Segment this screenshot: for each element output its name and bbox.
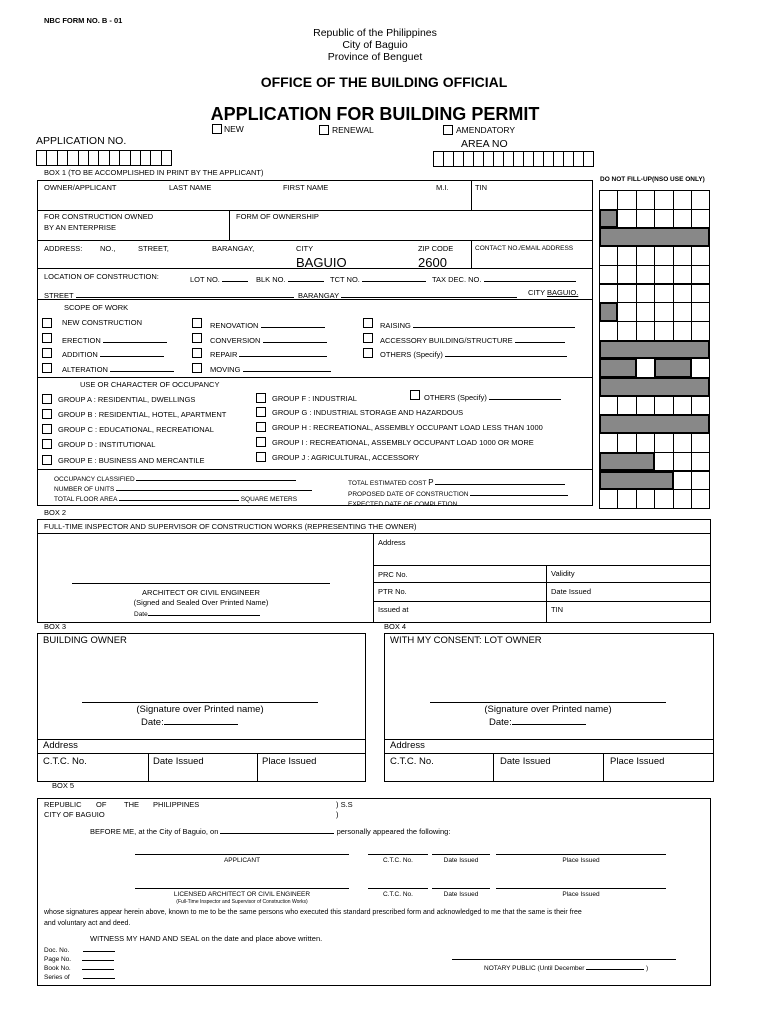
square-meters-label: SQUARE METERS	[240, 496, 298, 503]
blk-no-label: BLK NO.	[256, 275, 286, 284]
nso-grid-cell	[654, 302, 673, 322]
nso-grid-cell	[691, 190, 710, 210]
witness-label: WITNESS MY HAND AND SEAL on the date and place above written.	[90, 934, 323, 943]
licensed-date-line[interactable]	[432, 888, 490, 889]
moving-label: MOVING	[210, 365, 241, 374]
group-b-label: GROUP B : RESIDENTIAL, HOTEL, APARTMENT	[58, 410, 227, 419]
box5-label: BOX 5	[52, 781, 75, 790]
barangay-label: BARANGAY	[298, 291, 339, 300]
nso-grid-cell	[599, 433, 618, 453]
nso-grid-cell	[599, 489, 618, 509]
addition-checkbox[interactable]	[42, 348, 52, 358]
province-label: Province of Benguet	[327, 51, 423, 63]
nso-grid-cell	[617, 265, 636, 285]
box5-republic: REPUBLIC	[44, 800, 82, 809]
lot-owner-ctc-label: C.T.C. No.	[390, 756, 434, 767]
accessory-checkbox[interactable]	[363, 333, 373, 343]
nso-grid-cell	[691, 265, 710, 285]
box2-label: BOX 2	[44, 508, 67, 517]
republic-label: Republic of the Philippines	[313, 27, 437, 39]
licensed-place-line[interactable]	[496, 888, 666, 889]
box2-address-label: Address	[378, 538, 406, 547]
box2-date-field[interactable]	[134, 608, 260, 618]
addition-field[interactable]	[62, 347, 164, 359]
nso-grid-cell	[617, 246, 636, 266]
owner-label: OWNER/APPLICANT	[44, 183, 117, 192]
street-label: STREET	[44, 291, 74, 300]
renovation-field[interactable]	[210, 318, 325, 330]
amendatory-checkbox[interactable]	[443, 125, 453, 135]
nso-grid-cell	[617, 190, 636, 210]
nso-grid-cell	[599, 396, 618, 416]
nso-grid-cell	[636, 302, 655, 322]
others-scope-label: OTHERS (Specify)	[380, 350, 443, 359]
expected-date-field[interactable]	[348, 498, 569, 508]
alteration-label: ALTERATION	[62, 365, 108, 374]
first-name-label: FIRST NAME	[283, 183, 329, 192]
nso-grid-cell	[654, 396, 673, 416]
series-of-label: Series of	[44, 974, 70, 981]
group-j-label: GROUP J : AGRICULTURAL, ACCESSORY	[272, 453, 420, 462]
notary-field[interactable]	[484, 962, 648, 972]
before-me-label: BEFORE ME, at the City of Baguio, on	[90, 827, 219, 836]
location-label: LOCATION OF CONSTRUCTION:	[44, 272, 159, 281]
addition-label: ADDITION	[62, 350, 98, 359]
enterprise-label-2: BY AN ENTERPRISE	[44, 223, 116, 232]
nso-grid-cell	[673, 190, 692, 210]
acknowledgement-line-1: whose signatures appear herein above, known to me to be the same persons who executed this standard prescribed form and acknowledged to me that the same is their free	[44, 909, 582, 916]
box5-ss: ) S.S	[336, 800, 353, 809]
last-name-label: LAST NAME	[169, 183, 212, 192]
nso-grid-cell	[654, 284, 673, 304]
office-title: OFFICE OF THE BUILDING OFFICIAL	[260, 74, 508, 90]
nso-grid-cell	[673, 246, 692, 266]
scope-of-work-heading: SCOPE OF WORK	[64, 303, 129, 312]
licensed-label: LICENSED ARCHITECT OR CIVIL ENGINEER	[173, 891, 311, 898]
erection-label: ERECTION	[62, 336, 101, 345]
box2-heading: FULL-TIME INSPECTOR AND SUPERVISOR OF CONSTRUCTION WORKS (REPRESENTING THE OWNER)	[44, 522, 417, 531]
city2-label: CITY	[528, 288, 545, 297]
nso-grid-cell	[636, 246, 655, 266]
nso-grid-cell	[636, 321, 655, 341]
box4-label: BOX 4	[384, 622, 407, 631]
owner-date-field[interactable]	[141, 715, 238, 728]
nso-grid-cell	[654, 452, 673, 472]
mi-label: M.I.	[436, 183, 449, 192]
box5-the: THE	[124, 800, 139, 809]
box2-tin-label: TIN	[551, 605, 564, 614]
conversion-label: CONVERSION	[210, 336, 261, 345]
city-value[interactable]: BAGUIO	[296, 255, 347, 270]
group-a-label: GROUP A : RESIDENTIAL, DWELLINGS	[58, 395, 196, 404]
box2-date-label: Date	[134, 611, 148, 618]
applicant-line[interactable]	[135, 854, 349, 855]
renewal-label: RENEWAL	[332, 125, 374, 135]
page-title: APPLICATION FOR BUILDING PERMIT	[210, 104, 540, 124]
erection-checkbox[interactable]	[42, 333, 52, 343]
erection-field[interactable]	[62, 333, 167, 345]
owner-ctc-label: C.T.C. No.	[43, 756, 87, 767]
group-j-checkbox[interactable]	[256, 452, 266, 462]
expected-date-label: EXPECTED DATE OF COMPLETION	[348, 501, 458, 508]
tax-dec-label: TAX DEC. NO.	[432, 275, 482, 284]
nso-shaded-block	[600, 210, 617, 228]
conversion-checkbox[interactable]	[192, 333, 202, 343]
box5-city: CITY OF BAGUIO	[44, 810, 105, 819]
repair-label: REPAIR	[210, 350, 238, 359]
zip-value[interactable]: 2600	[418, 255, 447, 270]
licensed-ctc-line[interactable]	[368, 888, 428, 889]
doc-no-label: Doc. No.	[44, 947, 70, 954]
lot-owner-date-field[interactable]	[489, 715, 586, 728]
raising-field[interactable]	[380, 318, 575, 330]
nso-grid-cell	[599, 321, 618, 341]
city2-value: BAGUIO.	[547, 288, 579, 297]
owner-date-label: Date:	[141, 717, 164, 728]
applicant-label: APPLICANT	[223, 857, 261, 864]
nso-grid-cell	[617, 209, 636, 229]
nso-grid-cell	[673, 284, 692, 304]
owner-signature-line[interactable]	[82, 702, 318, 703]
nso-grid-cell	[673, 321, 692, 341]
series-of-field[interactable]	[44, 971, 115, 981]
address-street-label: STREET,	[138, 244, 169, 253]
nso-grid-cell	[617, 433, 636, 453]
proposed-date-field[interactable]	[348, 488, 568, 498]
group-i-checkbox[interactable]	[256, 437, 266, 447]
zip-code-label: ZIP CODE	[418, 244, 454, 253]
box5-of: OF	[96, 800, 107, 809]
nso-shaded-block	[600, 341, 709, 359]
lot-owner-signature-line[interactable]	[430, 702, 666, 703]
nso-grid-cell	[617, 489, 636, 509]
lot-owner-date-issued-label: Date Issued	[500, 756, 551, 767]
before-me-field[interactable]	[90, 824, 450, 836]
nso-grid-cell	[599, 190, 618, 210]
applicant-date-line[interactable]	[432, 854, 490, 855]
group-d-label: GROUP D : INSTITUTIONAL	[58, 440, 156, 449]
nso-grid-cell	[636, 489, 655, 509]
nso-grid-cell	[636, 358, 655, 378]
applicant-date-issued-label: Date Issued	[443, 857, 479, 864]
group-c-label: GROUP C : EDUCATIONAL, RECREATIONAL	[58, 425, 214, 434]
amendatory-label: AMENDATORY	[456, 125, 516, 135]
box3-label: BOX 3	[44, 622, 67, 631]
others-occupancy-label: OTHERS (Specify)	[424, 393, 487, 402]
prc-label: PRC No.	[378, 570, 408, 579]
others-scope-checkbox[interactable]	[363, 348, 373, 358]
group-d-checkbox[interactable]	[42, 439, 52, 449]
contact-label: CONTACT NO./EMAIL ADDRESS	[475, 245, 574, 252]
nso-grid-cell	[654, 433, 673, 453]
nso-grid-cell	[691, 396, 710, 416]
nso-grid-cell	[617, 284, 636, 304]
fulltime-label: (Full-Time Inspector and Supervisor of Construction Works)	[176, 899, 308, 905]
nso-shaded-block	[655, 359, 691, 377]
licensed-date-issued-label: Date Issued	[443, 891, 479, 898]
lot-no-label: LOT NO.	[190, 275, 220, 284]
licensed-line[interactable]	[135, 888, 349, 889]
nso-grid-cell	[691, 321, 710, 341]
others-occupancy-checkbox[interactable]	[410, 390, 420, 400]
nso-grid-cell	[617, 321, 636, 341]
conversion-field[interactable]	[210, 333, 327, 345]
raising-checkbox[interactable]	[363, 318, 373, 328]
personally-label: personally appeared the following:	[336, 827, 451, 836]
group-h-checkbox[interactable]	[256, 422, 266, 432]
address-label: ADDRESS:	[44, 244, 83, 253]
nso-shaded-block	[600, 228, 709, 246]
applicant-ctc-line[interactable]	[368, 854, 428, 855]
number-of-units-field[interactable]	[54, 483, 312, 493]
notary-end: )	[646, 965, 649, 972]
group-c-checkbox[interactable]	[42, 424, 52, 434]
nso-grid-cell	[691, 471, 710, 491]
total-cost-label: TOTAL ESTIMATED COST	[348, 480, 427, 487]
moving-field[interactable]	[210, 362, 331, 374]
issued-at-label: Issued at	[378, 605, 409, 614]
applicant-ctc-label: C.T.C. No.	[383, 857, 413, 864]
moving-checkbox[interactable]	[192, 363, 202, 373]
nso-grid-cell	[673, 265, 692, 285]
notary-label: NOTARY PUBLIC (Until December	[484, 965, 585, 972]
floor-area-label: TOTAL FLOOR AREA	[54, 496, 118, 503]
nso-grid-cell	[691, 433, 710, 453]
box1-label: BOX 1 (TO BE ACCOMPLISHED IN PRINT BY THE APPLICANT)	[44, 168, 264, 177]
nso-grid-cell	[654, 209, 673, 229]
building-owner-heading: BUILDING OWNER	[43, 635, 127, 646]
owner-place-issued-label: Place Issued	[262, 756, 317, 767]
nso-grid-cell	[636, 190, 655, 210]
nso-grid-cell	[673, 433, 692, 453]
tct-no-field[interactable]	[330, 272, 426, 284]
nso-grid-cell	[654, 321, 673, 341]
nso-shaded-block	[600, 472, 673, 490]
floor-area-field[interactable]	[54, 493, 297, 503]
nso-grid-cell	[599, 265, 618, 285]
box5-philippines: PHILIPPINES	[153, 800, 200, 809]
new-checkbox[interactable]	[212, 124, 222, 134]
owner-date-issued-label: Date Issued	[153, 756, 204, 767]
application-no-digit-box[interactable]	[161, 150, 172, 166]
do-not-fill-label: DO NOT FILL-UP(NSO USE ONLY)	[600, 176, 705, 183]
licensed-ctc-label: C.T.C. No.	[383, 891, 413, 898]
group-f-checkbox[interactable]	[256, 393, 266, 403]
occupancy-classified-label: OCCUPANCY CLASSIFIED	[54, 476, 135, 483]
renovation-label: RENOVATION	[210, 321, 259, 330]
nso-grid-cell	[673, 452, 692, 472]
ptr-label: PTR No.	[378, 587, 407, 596]
nso-shaded-block	[600, 378, 709, 396]
peso-sign: P	[428, 478, 434, 487]
repair-field[interactable]	[210, 347, 327, 359]
alteration-checkbox[interactable]	[42, 363, 52, 373]
nso-shaded-block	[600, 303, 617, 321]
nso-grid-cell	[636, 433, 655, 453]
new-label: NEW	[224, 124, 244, 134]
nso-grid-cell	[673, 396, 692, 416]
box5-paren: )	[336, 810, 339, 819]
tax-dec-field[interactable]	[432, 272, 576, 284]
occupancy-heading: USE OR CHARACTER OF OCCUPANCY	[80, 380, 220, 389]
lot-owner-place-issued-label: Place Issued	[610, 756, 665, 767]
number-of-units-label: NUMBER OF UNITS	[54, 486, 115, 493]
others-scope-field[interactable]	[380, 347, 567, 359]
applicant-place-issued-label: Place Issued	[562, 857, 600, 864]
others-occupancy-field[interactable]	[424, 390, 561, 402]
address-no-label: NO.,	[100, 244, 116, 253]
licensed-place-issued-label: Place Issued	[562, 891, 600, 898]
nso-grid-cell	[599, 246, 618, 266]
nso-grid-cell	[691, 284, 710, 304]
lot-no-field[interactable]	[190, 272, 248, 284]
nso-grid-cell	[636, 396, 655, 416]
architect-label: ARCHITECT OR CIVIL ENGINEER	[142, 588, 260, 597]
nso-grid-cell	[617, 396, 636, 416]
applicant-place-line[interactable]	[496, 854, 666, 855]
nso-shaded-block	[600, 359, 636, 377]
accessory-label: ACCESSORY BUILDING/STRUCTURE	[380, 336, 513, 345]
new-construction-label: NEW CONSTRUCTION	[62, 318, 142, 327]
tct-no-label: TCT NO.	[330, 275, 360, 284]
nso-grid-cell	[691, 452, 710, 472]
application-no-label: APPLICATION NO.	[36, 135, 127, 147]
occupancy-classified-field[interactable]	[54, 473, 296, 483]
new-construction-checkbox[interactable]	[42, 318, 52, 328]
group-e-label: GROUP E : BUSINESS AND MERCANTILE	[58, 456, 205, 465]
group-g-label: GROUP G : INDUSTRIAL STORAGE AND HAZARDOUS	[272, 408, 464, 417]
lot-owner-address-label: Address	[390, 740, 425, 751]
nso-grid-cell	[673, 209, 692, 229]
box2-date-issued-label: Date Issued	[551, 587, 592, 596]
nso-grid-cell	[691, 489, 710, 509]
area-no-digit-box[interactable]	[583, 151, 594, 167]
page-no-label: Page No.	[44, 956, 72, 963]
group-b-checkbox[interactable]	[42, 409, 52, 419]
nso-shaded-block	[600, 453, 654, 471]
proposed-date-label: PROPOSED DATE OF CONSTRUCTION	[348, 491, 469, 498]
validity-label: Validity	[551, 569, 575, 578]
nso-grid-cell	[673, 489, 692, 509]
tin-label: TIN	[475, 183, 488, 192]
nso-grid-cell	[636, 284, 655, 304]
owner-signature-label: (Signature over Printed name)	[136, 704, 264, 715]
renewal-checkbox[interactable]	[319, 125, 329, 135]
city-label: City of Baguio	[342, 39, 408, 51]
book-no-label: Book No.	[44, 965, 71, 972]
acknowledgement-line-2: and voluntary act and deed.	[44, 920, 131, 927]
renovation-checkbox[interactable]	[192, 318, 202, 328]
area-no-label: AREA NO	[461, 138, 508, 150]
nso-grid-cell	[691, 358, 710, 378]
lot-owner-date-label: Date:	[489, 717, 512, 728]
address-barangay-label: BARANGAY,	[212, 244, 255, 253]
nso-grid-cell	[636, 209, 655, 229]
group-a-checkbox[interactable]	[42, 394, 52, 404]
accessory-field[interactable]	[380, 333, 565, 345]
nso-grid-cell	[654, 246, 673, 266]
address-city-label: CITY	[296, 244, 314, 253]
nso-grid-cell	[654, 265, 673, 285]
nso-grid-cell	[654, 489, 673, 509]
group-e-checkbox[interactable]	[42, 455, 52, 465]
signed-sealed-label: (Signed and Sealed Over Printed Name)	[133, 598, 269, 607]
group-h-label: GROUP H : RECREATIONAL, ASSEMBLY OCCUPANT LOAD LESS THAN 1000	[272, 423, 543, 432]
nso-grid-cell	[691, 209, 710, 229]
nso-grid-cell	[691, 246, 710, 266]
alteration-field[interactable]	[62, 362, 174, 374]
owner-address-label: Address	[43, 740, 78, 751]
enterprise-label-1: FOR CONSTRUCTION OWNED	[44, 212, 154, 221]
lot-owner-heading: WITH MY CONSENT: LOT OWNER	[390, 635, 542, 646]
group-i-label: GROUP I : RECREATIONAL, ASSEMBLY OCCUPANT LOAD 1000 OR MORE	[272, 438, 534, 447]
raising-label: RAISING	[380, 321, 411, 330]
nso-grid-cell	[599, 284, 618, 304]
form-number: NBC FORM NO. B - 01	[44, 16, 123, 25]
nso-shaded-block	[600, 415, 709, 433]
city-field[interactable]	[528, 288, 578, 297]
nso-grid-cell	[673, 302, 692, 322]
notary-signature-line[interactable]	[452, 959, 676, 960]
total-cost-field[interactable]	[348, 477, 565, 487]
nso-grid-cell	[673, 471, 692, 491]
nso-grid-cell	[691, 302, 710, 322]
group-g-checkbox[interactable]	[256, 407, 266, 417]
nso-grid-cell	[636, 265, 655, 285]
form-of-ownership-label: FORM OF OWNERSHIP	[236, 212, 319, 221]
lot-owner-signature-label: (Signature over Printed name)	[484, 704, 612, 715]
architect-signature-line[interactable]	[72, 583, 330, 584]
group-f-label: GROUP F : INDUSTRIAL	[272, 394, 357, 403]
nso-grid-cell	[654, 190, 673, 210]
blk-no-field[interactable]	[256, 272, 324, 284]
nso-grid-cell	[617, 302, 636, 322]
repair-checkbox[interactable]	[192, 348, 202, 358]
